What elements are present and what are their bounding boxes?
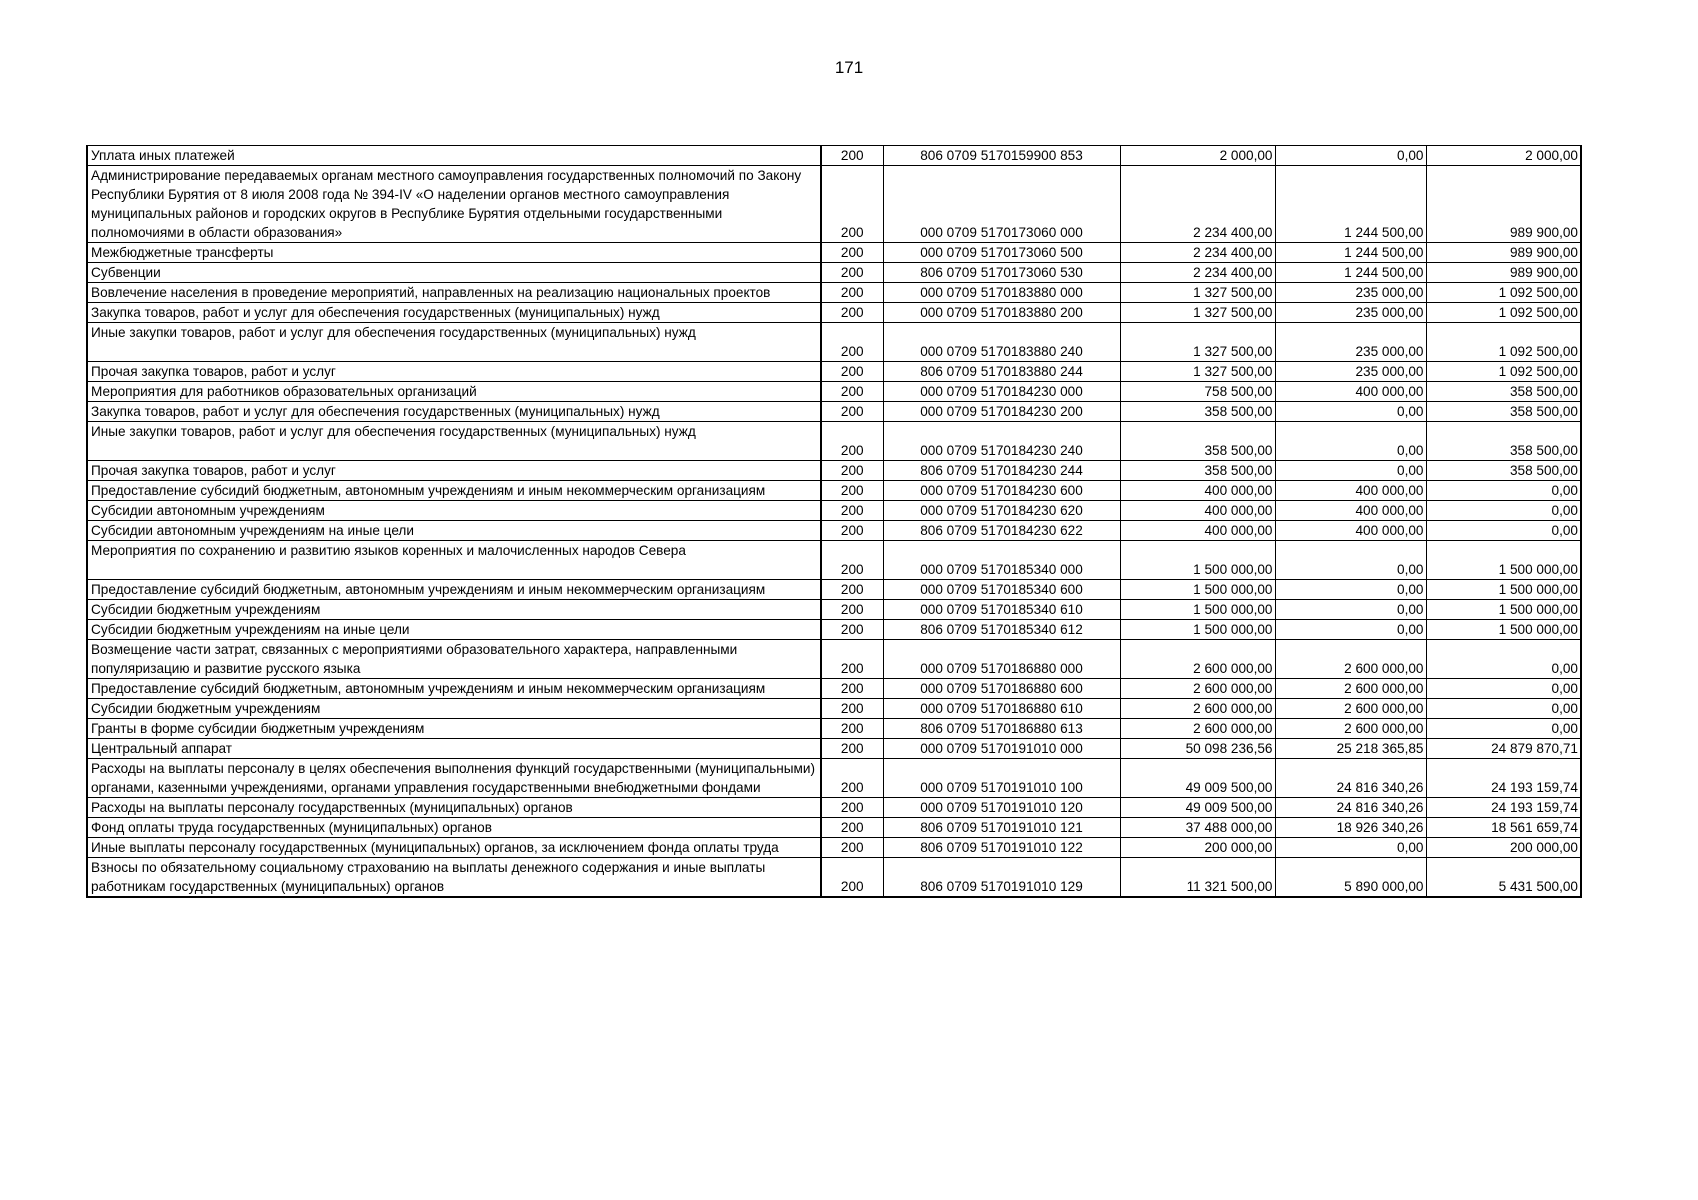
row-remaining-amount-cell: 1 500 000,00 bbox=[1426, 580, 1581, 600]
table-row bbox=[87, 146, 1581, 166]
row-line-code-cell: 200 bbox=[821, 422, 883, 461]
row-budget-code-cell: 806 0709 5170159900 853 bbox=[883, 146, 1120, 166]
row-budget-code-cell: 000 0709 5170185340 610 bbox=[883, 600, 1120, 620]
table-row bbox=[87, 759, 1581, 798]
row-budget-code-cell: 000 0709 5170185340 600 bbox=[883, 580, 1120, 600]
row-executed-amount-cell: 0,00 bbox=[1275, 402, 1426, 422]
row-approved-amount-cell: 49 009 500,00 bbox=[1120, 759, 1275, 798]
row-name-cell: Вовлечение населения в проведение мероприятий, направленных на реализацию национальных проектов bbox=[87, 283, 821, 303]
row-remaining-amount-cell: 358 500,00 bbox=[1426, 461, 1581, 481]
row-line-code-cell: 200 bbox=[821, 580, 883, 600]
row-budget-code-cell: 000 0709 5170173060 000 bbox=[883, 166, 1120, 243]
table-row bbox=[87, 580, 1581, 600]
row-executed-amount-cell: 0,00 bbox=[1275, 620, 1426, 640]
row-line-code-cell: 200 bbox=[821, 303, 883, 323]
table-row bbox=[87, 461, 1581, 481]
row-budget-code-cell: 806 0709 5170191010 122 bbox=[883, 838, 1120, 858]
row-approved-amount-cell: 2 600 000,00 bbox=[1120, 640, 1275, 679]
row-line-code-cell: 200 bbox=[821, 461, 883, 481]
table-row bbox=[87, 719, 1581, 739]
row-remaining-amount-cell: 358 500,00 bbox=[1426, 382, 1581, 402]
row-name-cell: Фонд оплаты труда государственных (муниципальных) органов bbox=[87, 818, 821, 838]
row-remaining-amount-cell: 24 879 870,71 bbox=[1426, 739, 1581, 759]
row-executed-amount-cell: 2 600 000,00 bbox=[1275, 640, 1426, 679]
row-remaining-amount-cell: 989 900,00 bbox=[1426, 263, 1581, 283]
row-name-cell: Предоставление субсидий бюджетным, автономным учреждениям и иным некоммерческим организациям bbox=[87, 580, 821, 600]
row-name-cell: Расходы на выплаты персоналу государственных (муниципальных) органов bbox=[87, 798, 821, 818]
row-remaining-amount-cell: 1 092 500,00 bbox=[1426, 323, 1581, 362]
table-row bbox=[87, 283, 1581, 303]
row-remaining-amount-cell: 5 431 500,00 bbox=[1426, 858, 1581, 898]
budget-execution-table bbox=[86, 145, 1582, 898]
table-row bbox=[87, 858, 1581, 898]
row-name-cell: Субсидии автономным учреждениям bbox=[87, 501, 821, 521]
row-budget-code-cell: 000 0709 5170185340 000 bbox=[883, 541, 1120, 580]
row-approved-amount-cell: 49 009 500,00 bbox=[1120, 798, 1275, 818]
table-row bbox=[87, 600, 1581, 620]
table-row bbox=[87, 620, 1581, 640]
row-remaining-amount-cell: 0,00 bbox=[1426, 719, 1581, 739]
row-approved-amount-cell: 2 234 400,00 bbox=[1120, 166, 1275, 243]
row-name-cell: Гранты в форме субсидии бюджетным учреждениям bbox=[87, 719, 821, 739]
row-executed-amount-cell: 400 000,00 bbox=[1275, 382, 1426, 402]
row-line-code-cell: 200 bbox=[821, 600, 883, 620]
row-name-cell: Администрирование передаваемых органам местного самоуправления государственных полномочий по Закону Республики Бурятия от 8 июля 2008 года № 394-IV «О наделении органов местного самоуправления муниципальных районов и городских округов в Республике Бурятия отдельными государственными полномочиями в области образования» bbox=[87, 166, 821, 243]
row-budget-code-cell: 000 0709 5170183880 000 bbox=[883, 283, 1120, 303]
row-line-code-cell: 200 bbox=[821, 739, 883, 759]
table-row bbox=[87, 699, 1581, 719]
row-remaining-amount-cell: 0,00 bbox=[1426, 501, 1581, 521]
row-executed-amount-cell: 235 000,00 bbox=[1275, 303, 1426, 323]
row-budget-code-cell: 000 0709 5170186880 600 bbox=[883, 679, 1120, 699]
row-approved-amount-cell: 11 321 500,00 bbox=[1120, 858, 1275, 898]
row-executed-amount-cell: 2 600 000,00 bbox=[1275, 679, 1426, 699]
table-row bbox=[87, 323, 1581, 362]
row-line-code-cell: 200 bbox=[821, 501, 883, 521]
row-budget-code-cell: 000 0709 5170191010 120 bbox=[883, 798, 1120, 818]
row-name-cell: Субсидии бюджетным учреждениям bbox=[87, 699, 821, 719]
row-line-code-cell: 200 bbox=[821, 521, 883, 541]
row-approved-amount-cell: 1 500 000,00 bbox=[1120, 580, 1275, 600]
row-line-code-cell: 200 bbox=[821, 620, 883, 640]
row-name-cell: Предоставление субсидий бюджетным, автономным учреждениям и иным некоммерческим организациям bbox=[87, 481, 821, 501]
row-remaining-amount-cell: 24 193 159,74 bbox=[1426, 759, 1581, 798]
row-line-code-cell: 200 bbox=[821, 283, 883, 303]
table-row bbox=[87, 362, 1581, 382]
row-name-cell: Прочая закупка товаров, работ и услуг bbox=[87, 362, 821, 382]
row-name-cell: Субвенции bbox=[87, 263, 821, 283]
row-budget-code-cell: 000 0709 5170184230 000 bbox=[883, 382, 1120, 402]
row-name-cell: Мероприятия по сохранению и развитию языков коренных и малочисленных народов Севера bbox=[87, 541, 821, 580]
row-budget-code-cell: 000 0709 5170186880 610 bbox=[883, 699, 1120, 719]
row-approved-amount-cell: 1 327 500,00 bbox=[1120, 362, 1275, 382]
row-name-cell: Уплата иных платежей bbox=[87, 146, 821, 166]
row-budget-code-cell: 806 0709 5170185340 612 bbox=[883, 620, 1120, 640]
row-executed-amount-cell: 0,00 bbox=[1275, 580, 1426, 600]
row-approved-amount-cell: 358 500,00 bbox=[1120, 422, 1275, 461]
row-remaining-amount-cell: 1 092 500,00 bbox=[1426, 303, 1581, 323]
row-name-cell: Возмещение части затрат, связанных с мероприятиями образовательного характера, направленными популяризацию и развитие русского языка bbox=[87, 640, 821, 679]
row-name-cell: Расходы на выплаты персоналу в целях обеспечения выполнения функций государственными (муниципальными) органами, казенными учреждениями, органами управления государственными внебюджетными фондами bbox=[87, 759, 821, 798]
row-approved-amount-cell: 1 327 500,00 bbox=[1120, 323, 1275, 362]
table-row bbox=[87, 501, 1581, 521]
row-executed-amount-cell: 0,00 bbox=[1275, 600, 1426, 620]
row-executed-amount-cell: 0,00 bbox=[1275, 461, 1426, 481]
row-budget-code-cell: 806 0709 5170191010 121 bbox=[883, 818, 1120, 838]
row-remaining-amount-cell: 200 000,00 bbox=[1426, 838, 1581, 858]
row-executed-amount-cell: 5 890 000,00 bbox=[1275, 858, 1426, 898]
row-approved-amount-cell: 37 488 000,00 bbox=[1120, 818, 1275, 838]
row-approved-amount-cell: 1 327 500,00 bbox=[1120, 303, 1275, 323]
row-budget-code-cell: 000 0709 5170184230 600 bbox=[883, 481, 1120, 501]
row-approved-amount-cell: 2 234 400,00 bbox=[1120, 243, 1275, 263]
row-name-cell: Закупка товаров, работ и услуг для обеспечения государственных (муниципальных) нужд bbox=[87, 303, 821, 323]
row-name-cell: Закупка товаров, работ и услуг для обеспечения государственных (муниципальных) нужд bbox=[87, 402, 821, 422]
row-line-code-cell: 200 bbox=[821, 838, 883, 858]
row-approved-amount-cell: 2 600 000,00 bbox=[1120, 719, 1275, 739]
row-name-cell: Иные закупки товаров, работ и услуг для обеспечения государственных (муниципальных) нужд bbox=[87, 323, 821, 362]
row-line-code-cell: 200 bbox=[821, 679, 883, 699]
row-budget-code-cell: 000 0709 5170186880 000 bbox=[883, 640, 1120, 679]
row-line-code-cell: 200 bbox=[821, 541, 883, 580]
row-line-code-cell: 200 bbox=[821, 719, 883, 739]
row-approved-amount-cell: 200 000,00 bbox=[1120, 838, 1275, 858]
page-number: 171 bbox=[834, 58, 864, 77]
row-remaining-amount-cell: 0,00 bbox=[1426, 521, 1581, 541]
row-budget-code-cell: 000 0709 5170184230 620 bbox=[883, 501, 1120, 521]
row-name-cell: Иные закупки товаров, работ и услуг для обеспечения государственных (муниципальных) нужд bbox=[87, 422, 821, 461]
row-executed-amount-cell: 2 600 000,00 bbox=[1275, 699, 1426, 719]
row-line-code-cell: 200 bbox=[821, 362, 883, 382]
row-budget-code-cell: 000 0709 5170173060 500 bbox=[883, 243, 1120, 263]
row-budget-code-cell: 806 0709 5170183880 244 bbox=[883, 362, 1120, 382]
row-budget-code-cell: 000 0709 5170184230 240 bbox=[883, 422, 1120, 461]
row-line-code-cell: 200 bbox=[821, 481, 883, 501]
row-line-code-cell: 200 bbox=[821, 640, 883, 679]
row-name-cell: Субсидии бюджетным учреждениям на иные цели bbox=[87, 620, 821, 640]
row-remaining-amount-cell: 24 193 159,74 bbox=[1426, 798, 1581, 818]
row-line-code-cell: 200 bbox=[821, 323, 883, 362]
row-executed-amount-cell: 24 816 340,26 bbox=[1275, 798, 1426, 818]
row-line-code-cell: 200 bbox=[821, 263, 883, 283]
row-executed-amount-cell: 0,00 bbox=[1275, 146, 1426, 166]
row-name-cell: Межбюджетные трансферты bbox=[87, 243, 821, 263]
row-approved-amount-cell: 358 500,00 bbox=[1120, 461, 1275, 481]
row-remaining-amount-cell: 0,00 bbox=[1426, 481, 1581, 501]
row-approved-amount-cell: 1 500 000,00 bbox=[1120, 541, 1275, 580]
row-name-cell: Взносы по обязательному социальному страхованию на выплаты денежного содержания и иные выплаты работникам государственных (муниципальных) органов bbox=[87, 858, 821, 898]
row-remaining-amount-cell: 0,00 bbox=[1426, 679, 1581, 699]
table-row bbox=[87, 521, 1581, 541]
row-line-code-cell: 200 bbox=[821, 243, 883, 263]
row-approved-amount-cell: 1 500 000,00 bbox=[1120, 620, 1275, 640]
table-row bbox=[87, 739, 1581, 759]
row-remaining-amount-cell: 0,00 bbox=[1426, 699, 1581, 719]
row-executed-amount-cell: 400 000,00 bbox=[1275, 481, 1426, 501]
row-executed-amount-cell: 0,00 bbox=[1275, 838, 1426, 858]
row-name-cell: Иные выплаты персоналу государственных (муниципальных) органов, за исключением фонда оплаты труда bbox=[87, 838, 821, 858]
row-approved-amount-cell: 2 000,00 bbox=[1120, 146, 1275, 166]
row-budget-code-cell: 806 0709 5170186880 613 bbox=[883, 719, 1120, 739]
row-line-code-cell: 200 bbox=[821, 146, 883, 166]
row-remaining-amount-cell: 1 500 000,00 bbox=[1426, 541, 1581, 580]
row-line-code-cell: 200 bbox=[821, 798, 883, 818]
row-budget-code-cell: 806 0709 5170184230 244 bbox=[883, 461, 1120, 481]
row-executed-amount-cell: 1 244 500,00 bbox=[1275, 166, 1426, 243]
row-executed-amount-cell: 400 000,00 bbox=[1275, 501, 1426, 521]
row-budget-code-cell: 000 0709 5170183880 240 bbox=[883, 323, 1120, 362]
row-approved-amount-cell: 400 000,00 bbox=[1120, 501, 1275, 521]
row-executed-amount-cell: 2 600 000,00 bbox=[1275, 719, 1426, 739]
row-line-code-cell: 200 bbox=[821, 166, 883, 243]
row-line-code-cell: 200 bbox=[821, 382, 883, 402]
row-executed-amount-cell: 235 000,00 bbox=[1275, 283, 1426, 303]
row-line-code-cell: 200 bbox=[821, 759, 883, 798]
table-row bbox=[87, 838, 1581, 858]
row-name-cell: Предоставление субсидий бюджетным, автономным учреждениям и иным некоммерческим организациям bbox=[87, 679, 821, 699]
table-row bbox=[87, 640, 1581, 679]
row-approved-amount-cell: 400 000,00 bbox=[1120, 481, 1275, 501]
row-budget-code-cell: 806 0709 5170173060 530 bbox=[883, 263, 1120, 283]
table-row bbox=[87, 303, 1581, 323]
row-name-cell: Субсидии бюджетным учреждениям bbox=[87, 600, 821, 620]
table-row bbox=[87, 382, 1581, 402]
row-remaining-amount-cell: 1 500 000,00 bbox=[1426, 620, 1581, 640]
row-budget-code-cell: 000 0709 5170191010 000 bbox=[883, 739, 1120, 759]
row-remaining-amount-cell: 1 092 500,00 bbox=[1426, 362, 1581, 382]
row-remaining-amount-cell: 989 900,00 bbox=[1426, 166, 1581, 243]
row-budget-code-cell: 000 0709 5170191010 100 bbox=[883, 759, 1120, 798]
row-approved-amount-cell: 400 000,00 bbox=[1120, 521, 1275, 541]
row-remaining-amount-cell: 18 561 659,74 bbox=[1426, 818, 1581, 838]
row-executed-amount-cell: 1 244 500,00 bbox=[1275, 243, 1426, 263]
row-approved-amount-cell: 2 234 400,00 bbox=[1120, 263, 1275, 283]
row-remaining-amount-cell: 0,00 bbox=[1426, 640, 1581, 679]
row-executed-amount-cell: 0,00 bbox=[1275, 541, 1426, 580]
row-name-cell: Центральный аппарат bbox=[87, 739, 821, 759]
row-executed-amount-cell: 24 816 340,26 bbox=[1275, 759, 1426, 798]
row-line-code-cell: 200 bbox=[821, 858, 883, 898]
table-row bbox=[87, 481, 1581, 501]
table-row bbox=[87, 541, 1581, 580]
row-executed-amount-cell: 235 000,00 bbox=[1275, 323, 1426, 362]
row-remaining-amount-cell: 989 900,00 bbox=[1426, 243, 1581, 263]
row-executed-amount-cell: 25 218 365,85 bbox=[1275, 739, 1426, 759]
row-executed-amount-cell: 400 000,00 bbox=[1275, 521, 1426, 541]
row-name-cell: Субсидии автономным учреждениям на иные цели bbox=[87, 521, 821, 541]
row-executed-amount-cell: 235 000,00 bbox=[1275, 362, 1426, 382]
table-body bbox=[87, 146, 1581, 898]
row-remaining-amount-cell: 358 500,00 bbox=[1426, 422, 1581, 461]
row-approved-amount-cell: 2 600 000,00 bbox=[1120, 699, 1275, 719]
row-remaining-amount-cell: 358 500,00 bbox=[1426, 402, 1581, 422]
row-budget-code-cell: 806 0709 5170184230 622 bbox=[883, 521, 1120, 541]
row-remaining-amount-cell: 1 092 500,00 bbox=[1426, 283, 1581, 303]
row-approved-amount-cell: 2 600 000,00 bbox=[1120, 679, 1275, 699]
row-approved-amount-cell: 358 500,00 bbox=[1120, 402, 1275, 422]
row-approved-amount-cell: 1 327 500,00 bbox=[1120, 283, 1275, 303]
table-row bbox=[87, 243, 1581, 263]
row-remaining-amount-cell: 2 000,00 bbox=[1426, 146, 1581, 166]
row-name-cell: Прочая закупка товаров, работ и услуг bbox=[87, 461, 821, 481]
table-row bbox=[87, 422, 1581, 461]
row-executed-amount-cell: 1 244 500,00 bbox=[1275, 263, 1426, 283]
row-name-cell: Мероприятия для работников образовательных организаций bbox=[87, 382, 821, 402]
table-row bbox=[87, 679, 1581, 699]
row-budget-code-cell: 806 0709 5170191010 129 bbox=[883, 858, 1120, 898]
row-line-code-cell: 200 bbox=[821, 402, 883, 422]
row-remaining-amount-cell: 1 500 000,00 bbox=[1426, 600, 1581, 620]
row-budget-code-cell: 000 0709 5170184230 200 bbox=[883, 402, 1120, 422]
row-approved-amount-cell: 1 500 000,00 bbox=[1120, 600, 1275, 620]
table-row bbox=[87, 818, 1581, 838]
row-approved-amount-cell: 50 098 236,56 bbox=[1120, 739, 1275, 759]
table-row bbox=[87, 166, 1581, 243]
row-line-code-cell: 200 bbox=[821, 699, 883, 719]
row-executed-amount-cell: 18 926 340,26 bbox=[1275, 818, 1426, 838]
row-budget-code-cell: 000 0709 5170183880 200 bbox=[883, 303, 1120, 323]
row-executed-amount-cell: 0,00 bbox=[1275, 422, 1426, 461]
table-row bbox=[87, 798, 1581, 818]
table-row bbox=[87, 402, 1581, 422]
row-line-code-cell: 200 bbox=[821, 818, 883, 838]
row-approved-amount-cell: 758 500,00 bbox=[1120, 382, 1275, 402]
table-row bbox=[87, 263, 1581, 283]
